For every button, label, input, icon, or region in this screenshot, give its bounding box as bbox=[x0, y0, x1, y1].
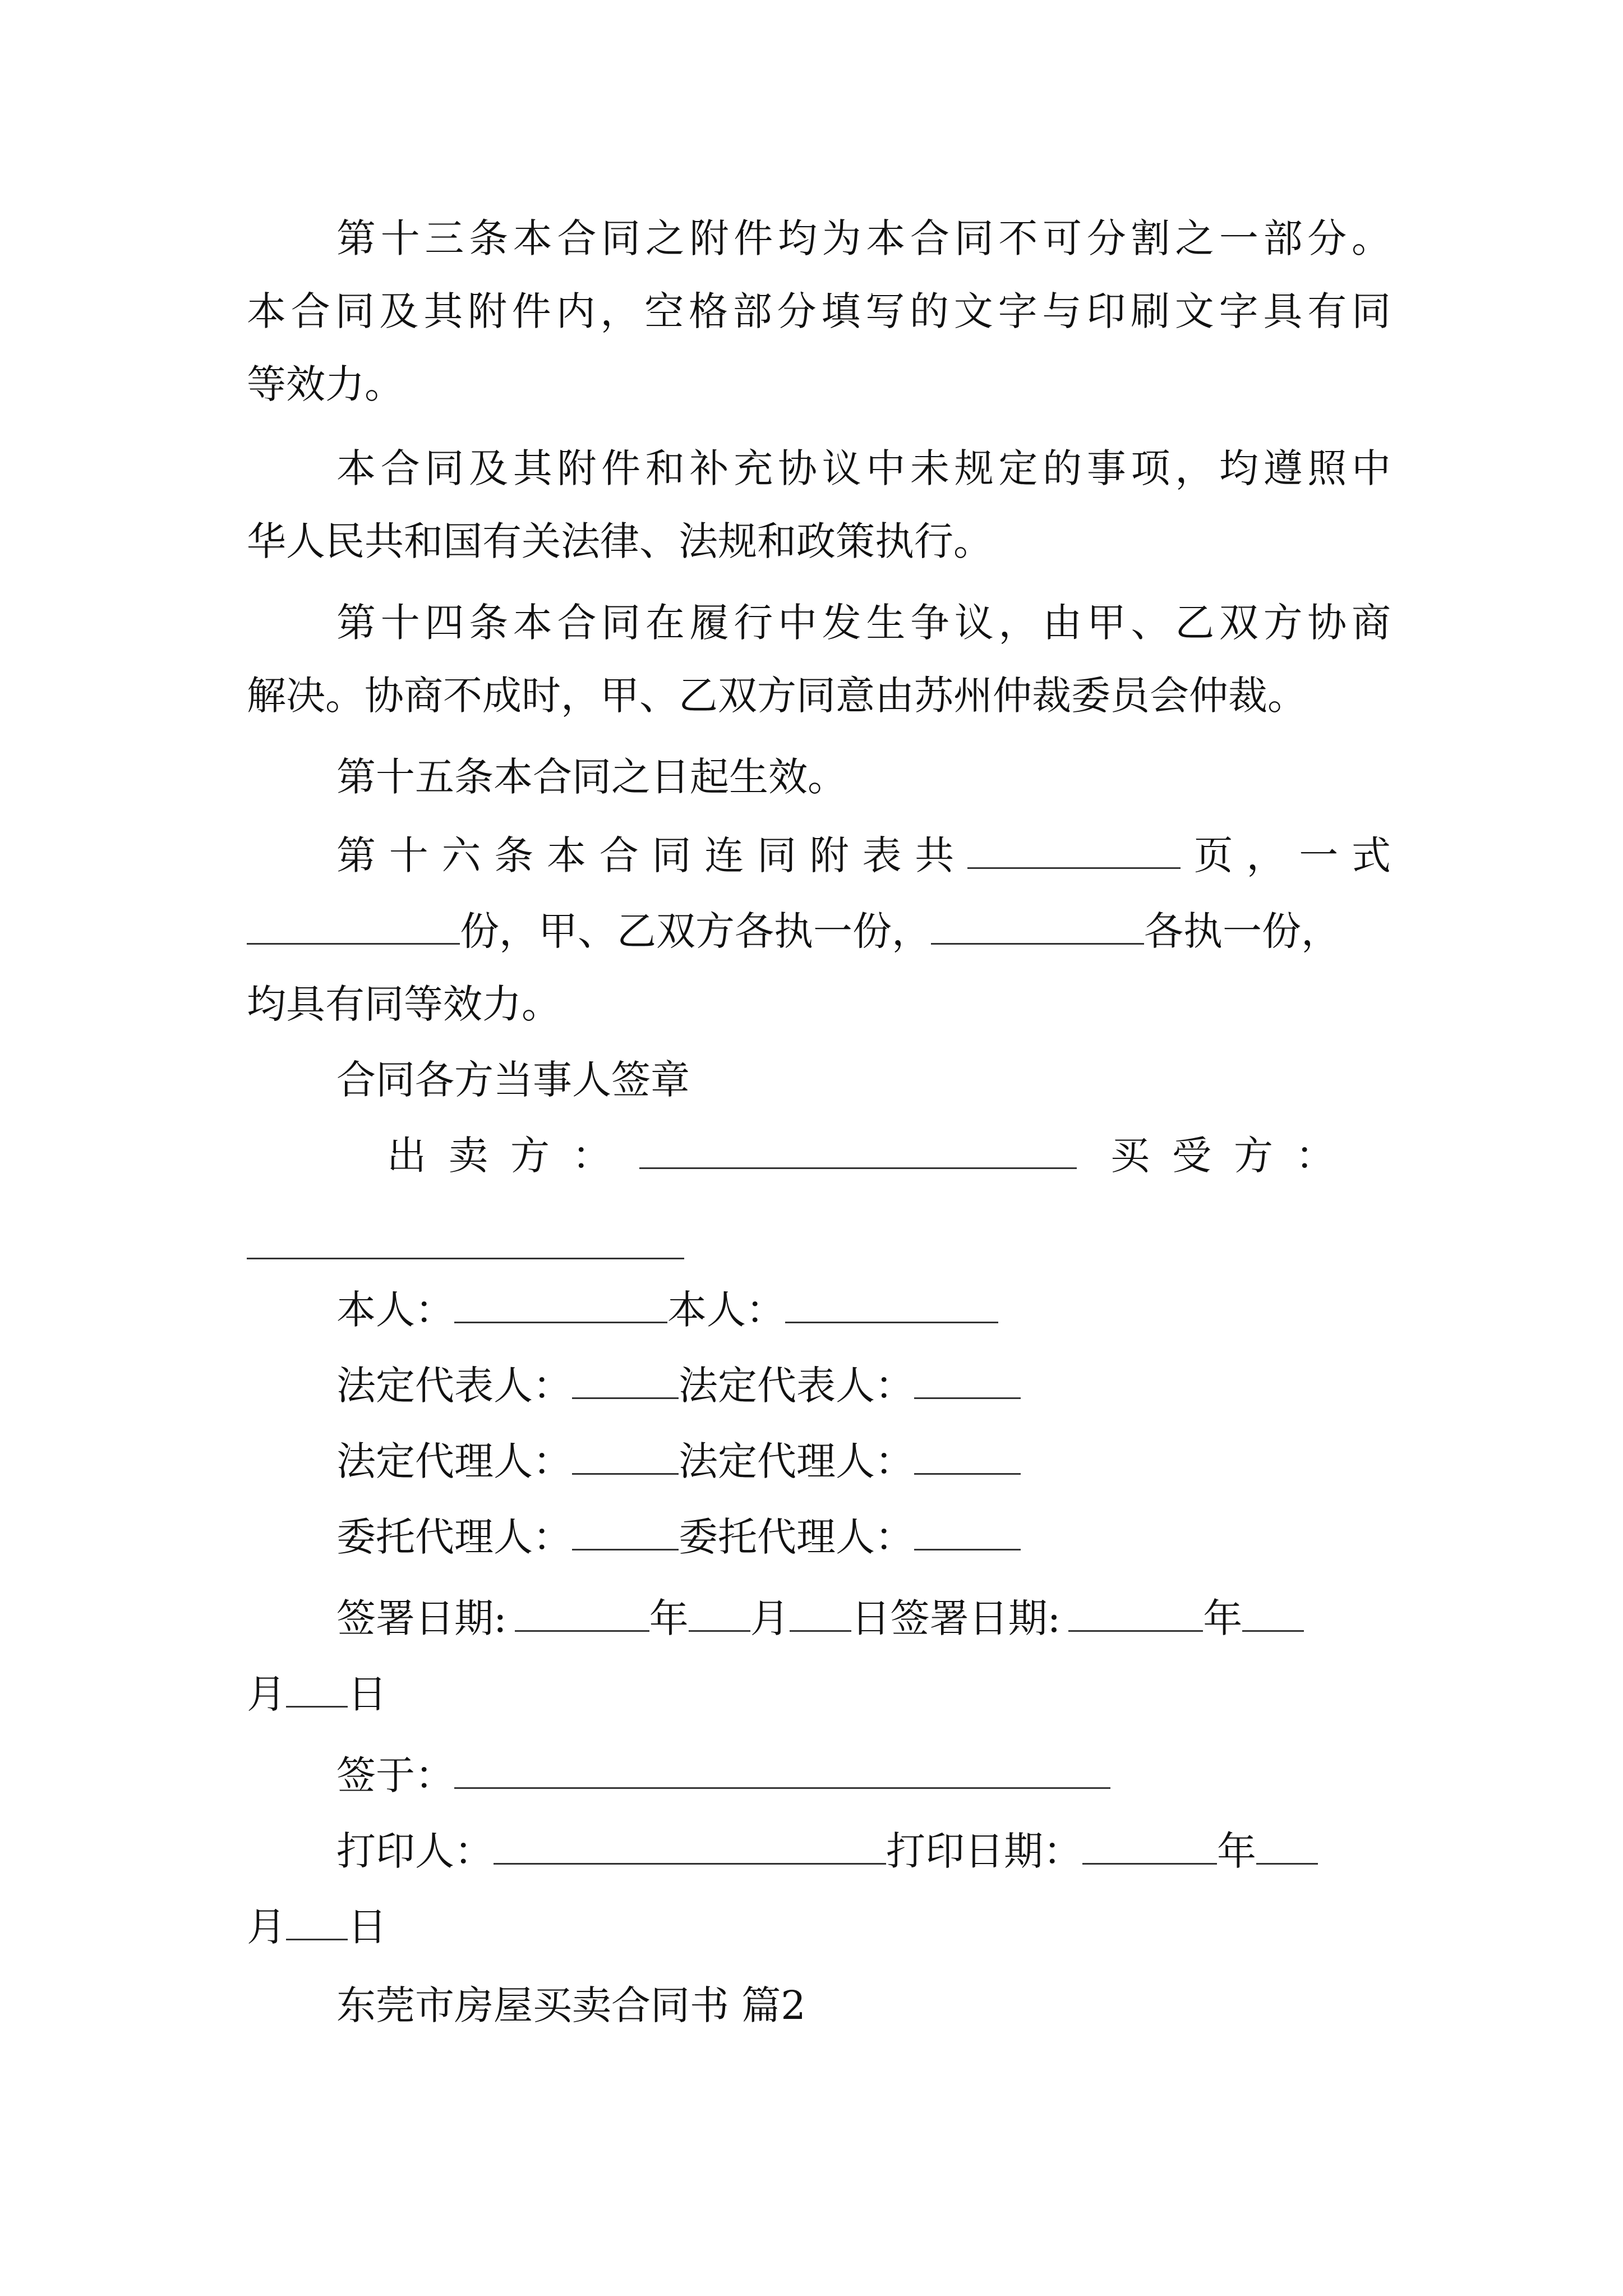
parties-line bbox=[387, 1130, 1391, 1181]
article-16-text-b: 页，一式 bbox=[1181, 832, 1391, 878]
seller-legal-rep-label: 法定代表人： bbox=[336, 1363, 572, 1409]
seller-entrusted-agent-blank[interactable] bbox=[572, 1514, 679, 1550]
buyer-legal-rep-blank[interactable] bbox=[914, 1363, 1021, 1399]
print-month-blank-part[interactable] bbox=[1256, 1828, 1318, 1865]
buyer-legal-agent-label: 法定代理人： bbox=[679, 1438, 914, 1484]
paragraph-article-13-line-1: 第十三条本合同之附件均为本合同不可分割之一部分。 bbox=[336, 215, 1391, 261]
seller-day-blank[interactable] bbox=[790, 1595, 851, 1632]
buyer-month-label: 月 bbox=[247, 1671, 286, 1717]
next-contract-title: 东莞市房屋买卖合同书 篇2 bbox=[336, 1982, 806, 2028]
sign-date-line bbox=[336, 1593, 1391, 1644]
seller-self-label: 本人： bbox=[336, 1287, 454, 1333]
paragraph-article-16-line-2 bbox=[247, 906, 1391, 956]
print-day-label: 日 bbox=[348, 1904, 387, 1950]
buyer-month-blank-part[interactable] bbox=[1242, 1595, 1304, 1632]
buyer-day-blank[interactable] bbox=[286, 1671, 348, 1708]
other-party-blank[interactable] bbox=[931, 908, 1144, 945]
seller-year-blank[interactable] bbox=[515, 1595, 649, 1632]
seller-legal-agent-blank[interactable] bbox=[572, 1438, 679, 1475]
article-16-text-d: 各执一份， bbox=[1144, 908, 1340, 954]
buyer-blank[interactable] bbox=[247, 1223, 684, 1259]
print-year-label: 年 bbox=[1217, 1828, 1256, 1874]
print-date-label: 打印日期： bbox=[886, 1828, 1082, 1874]
buyer-year-label: 年 bbox=[1203, 1595, 1243, 1641]
seller-entrusted-agent-label: 委托代理人： bbox=[336, 1514, 572, 1560]
paragraph-article-13-line-3: 等效力。 bbox=[247, 361, 404, 407]
printer-label: 打印人： bbox=[336, 1828, 494, 1874]
seller-month-blank[interactable] bbox=[689, 1595, 750, 1632]
buyer-label: 买受方： bbox=[1110, 1133, 1357, 1179]
signature-heading: 合同各方当事人签章 bbox=[336, 1057, 690, 1103]
seller-month-label: 月 bbox=[750, 1595, 790, 1641]
buyer-legal-agent-blank[interactable] bbox=[914, 1438, 1021, 1475]
paragraph-article-14-line-1: 第十四条本合同在履行中发生争议，由甲、乙双方协商 bbox=[336, 600, 1391, 646]
sign-date-line-2 bbox=[247, 1669, 1391, 1719]
paragraph-article-16-line-3: 均具有同等效力。 bbox=[247, 981, 561, 1027]
seller-label: 出卖方： bbox=[387, 1133, 634, 1179]
seller-legal-agent-label: 法定代理人： bbox=[336, 1438, 572, 1484]
seller-sign-date-label: 签署日期: bbox=[336, 1595, 507, 1641]
article-16-text-a: 第十六条本合同连同附表共 bbox=[336, 832, 967, 878]
seller-legal-rep-blank[interactable] bbox=[572, 1363, 679, 1399]
legal-agent-line bbox=[336, 1436, 1391, 1487]
paragraph-article-13-line-2: 本合同及其附件内，空格部分填写的文字与印刷文字具有同 bbox=[247, 288, 1391, 334]
signed-at-blank[interactable] bbox=[454, 1752, 1110, 1789]
printer-blank[interactable] bbox=[494, 1828, 886, 1865]
entrusted-agent-line bbox=[336, 1512, 1391, 1562]
paragraph-law-line-1: 本合同及其附件和补充协议中未规定的事项，均遵照中 bbox=[336, 445, 1391, 491]
article-16-text-c: 份，甲、乙双方各执一份， bbox=[460, 908, 931, 954]
paragraph-law-line-2: 华人民共和国有关法律、法规和政策执行。 bbox=[247, 518, 993, 564]
signed-at-line bbox=[336, 1750, 1391, 1801]
buyer-sign-date-label: 签署日期: bbox=[890, 1595, 1061, 1641]
signed-at-label: 签于： bbox=[336, 1752, 454, 1798]
printer-line-2 bbox=[247, 1902, 1391, 1952]
seller-year-label: 年 bbox=[649, 1595, 689, 1641]
copies-count-blank[interactable] bbox=[247, 908, 460, 945]
legal-rep-line bbox=[336, 1360, 1391, 1411]
paragraph-article-16-line-1 bbox=[336, 830, 1391, 881]
self-line bbox=[336, 1285, 1391, 1335]
seller-blank[interactable] bbox=[639, 1133, 1077, 1169]
buyer-entrusted-agent-label: 委托代理人： bbox=[679, 1514, 914, 1560]
printer-line bbox=[336, 1826, 1391, 1876]
buyer-year-blank[interactable] bbox=[1068, 1595, 1203, 1632]
print-month-label: 月 bbox=[247, 1904, 286, 1950]
paragraph-article-14-line-2: 解决。协商不成时，甲、乙双方同意由苏州仲裁委员会仲裁。 bbox=[247, 673, 1307, 719]
print-year-blank[interactable] bbox=[1082, 1828, 1217, 1865]
seller-day-label: 日 bbox=[851, 1595, 891, 1641]
buyer-legal-rep-label: 法定代表人： bbox=[679, 1363, 914, 1409]
buyer-self-blank[interactable] bbox=[785, 1287, 998, 1323]
buyer-self-label: 本人： bbox=[667, 1287, 785, 1333]
seller-self-blank[interactable] bbox=[454, 1287, 667, 1323]
buyer-day-label: 日 bbox=[348, 1671, 387, 1717]
print-day-blank[interactable] bbox=[286, 1904, 348, 1940]
buyer-entrusted-agent-blank[interactable] bbox=[914, 1514, 1021, 1550]
paragraph-article-15: 第十五条本合同之日起生效。 bbox=[336, 754, 847, 800]
pages-count-blank[interactable] bbox=[967, 832, 1181, 869]
